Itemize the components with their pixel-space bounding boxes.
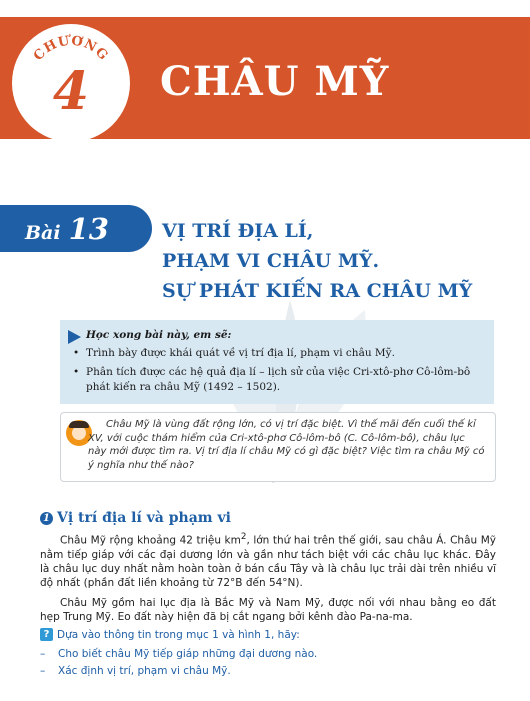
- play-arrow-icon: [68, 330, 81, 344]
- lesson-title-line: VỊ TRÍ ĐỊA LÍ,: [162, 220, 314, 242]
- question-item: [40, 663, 496, 680]
- dash: –: [40, 665, 46, 677]
- paragraph-continents: Châu Mỹ gồm hai lục địa là Bắc Mỹ và Nam Mỹ, được nối với nhau bằng eo đất hẹp Trung Mỹ. Eo đất này hiện đã bị cắt ngang bởi kênh đào Pa-na-ma.: [40, 597, 496, 624]
- section-number-badge: 1: [40, 512, 53, 525]
- paragraph-text: , lớn thứ hai trên thế giới, sau châu Á. Châu Mỹ nằm tiếp giáp với các đại dương lớn và gần như tách biệt với các châu lục khác. Đây là châu lục duy nhất nằm hoàn toàn ở bán cầu Tây và là châu lục trải dài trên nhiều vĩ độ nhất (phần đất liền khoảng từ 72°B đến 54°N).: [40, 534, 496, 590]
- question-item: [40, 646, 496, 663]
- chapter-title: CHÂU MỸ: [160, 58, 390, 105]
- mascot-face: [72, 426, 86, 440]
- chapter-number: 4: [52, 61, 90, 122]
- superscript: 2: [240, 532, 247, 542]
- objectives-heading: Học xong bài này, em sẽ:: [86, 329, 232, 341]
- question-item-text: Xác định vị trí, phạm vi châu Mỹ.: [58, 665, 231, 677]
- paragraph-area: [40, 530, 496, 591]
- intro-text: Châu Mỹ là vùng đất rộng lớn, có vị trí đặc biệt. Vì thế mãi đến cuối thế kỉ XV, với cuộc thám hiểm của Cri-xtô-phơ Cô-lôm-bô (C. Cô-lôm-bô), châu lục này mới được tìm ra. Vị trí địa lí châu Mỹ có gì đặc biệt? Việc tìm ra châu Mỹ có ý nghĩa như thế nào?: [88, 419, 485, 471]
- objectives-list: [70, 346, 486, 399]
- bullet: •: [73, 347, 80, 359]
- question-list: [40, 646, 496, 680]
- chapter-word: CHƯƠNG: [30, 33, 112, 64]
- section-title: Vị trí địa lí và phạm vi: [57, 510, 231, 526]
- lesson-title-line: PHẠM VI CHÂU MỸ.: [162, 250, 380, 272]
- question-item-text: Cho biết châu Mỹ tiếp giáp những đại dương nào.: [58, 648, 318, 660]
- objective-item: [70, 365, 486, 395]
- bullet: •: [73, 366, 80, 378]
- svg-text:CHƯƠNG: [31, 33, 111, 64]
- dash: –: [40, 648, 46, 660]
- objective-text: Trình bày được khái quát về vị trí địa lí, phạm vi châu Mỹ.: [86, 347, 395, 359]
- question-text: Dựa vào thông tin trong mục 1 và hình 1, hãy:: [57, 629, 300, 641]
- lesson-number: 13: [68, 212, 109, 246]
- objective-text: Phân tích được các hệ quả địa lí – lịch sử của việc Cri-xtô-phơ Cô-lôm-bô phát kiến ra châu Mỹ (1492 – 1502).: [86, 366, 471, 393]
- lesson-title-line: SỰ PHÁT KIẾN RA CHÂU MỸ: [162, 280, 473, 302]
- paragraph-text: Châu Mỹ rộng khoảng 42 triệu km: [60, 534, 241, 547]
- lesson-word: Bài: [25, 222, 61, 244]
- objective-item: [70, 346, 486, 361]
- question-icon: ?: [40, 628, 53, 641]
- lesson-label: [25, 213, 109, 250]
- mascot-hair: [69, 421, 89, 428]
